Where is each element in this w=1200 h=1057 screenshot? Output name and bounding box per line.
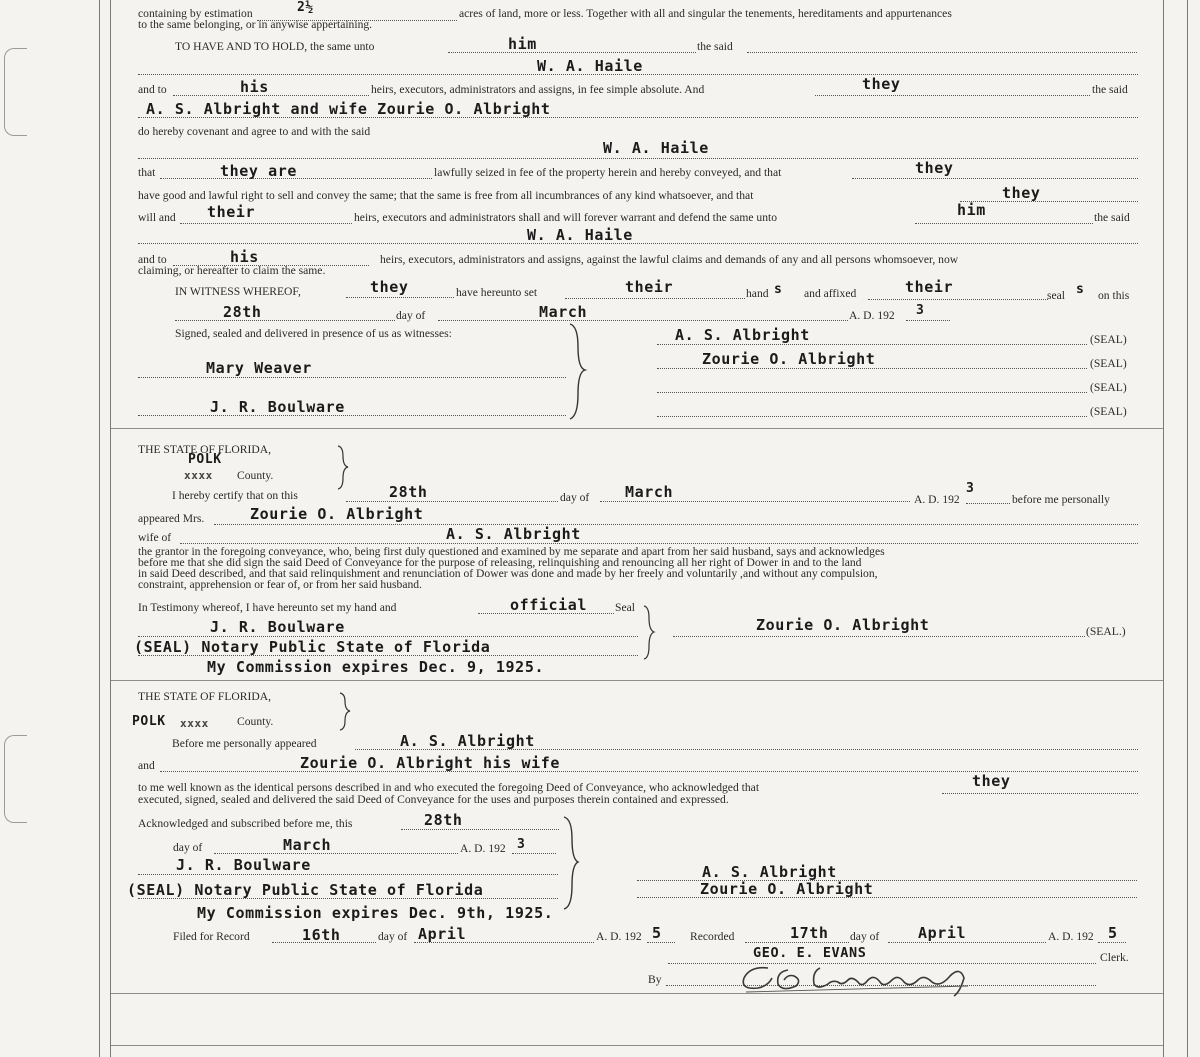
- recorded-label: Recorded: [690, 930, 735, 943]
- deed-ad: A. D. 192: [849, 309, 895, 322]
- his-value-2: his: [230, 248, 259, 266]
- ack-notary-title: (SEAL) Notary Public State of Florida: [127, 881, 484, 899]
- filed-ad: A. D. 192: [596, 930, 642, 943]
- witness-their: their: [625, 278, 674, 296]
- ack-notary-name: J. R. Boulware: [176, 856, 311, 874]
- grantors-names: A. S. Albright and wife Zourie O. Albright: [146, 100, 551, 118]
- ack-executed-clause: executed, signed, sealed and delivered the said Deed of Conveyance for the uses and purposes therein contained and expressed.: [138, 793, 729, 806]
- seal-label: seal: [1047, 289, 1066, 302]
- claims-clause-2: claiming, or hereafter to claim the same.: [138, 264, 326, 277]
- they-value-3: they: [1002, 184, 1041, 202]
- deputy-clerk-signature: [728, 958, 1008, 998]
- acres-value: 2½: [297, 0, 314, 15]
- binder-hole-top: [4, 48, 27, 136]
- that-label: that: [138, 166, 156, 179]
- ack-they: they: [972, 772, 1011, 790]
- deed-day: 28th: [223, 303, 262, 321]
- deed-month: March: [539, 303, 588, 321]
- recorded-year: 5: [1108, 924, 1118, 942]
- grantor-signature-2: Zourie O. Albright: [702, 350, 876, 368]
- witness-2-signature: J. R. Boulware: [210, 398, 345, 416]
- testimony-brace: [642, 604, 658, 660]
- ack-day-of: day of: [173, 841, 203, 854]
- dower-day: 28th: [389, 483, 428, 501]
- ack-and-label: and: [138, 759, 155, 772]
- dower-body-2: before me that she did sign the said Deed of Conveyance for the purpose of releasing, relinquishing and renouncing all her right of Dower in and to the land: [138, 556, 862, 569]
- right-margin-rule: [1163, 0, 1164, 1057]
- binder-hole-bottom: [4, 735, 27, 823]
- left-margin-rule: [99, 0, 100, 1057]
- witness-they: they: [370, 278, 409, 296]
- ack-signature-2: Zourie O. Albright: [700, 880, 874, 898]
- ack-year-digit: 3: [517, 837, 526, 852]
- warrant-clause: heirs, executors and administrators shall and will forever warrant and defend the same unto: [354, 211, 778, 224]
- they-are-value: they are: [220, 162, 298, 180]
- the-said-2: the said: [1094, 211, 1130, 224]
- dower-body-1: the grantor in the foregoing conveyance, who, being first duly questioned and examined by me separate and apart from her said husband, says and acknowledges: [138, 545, 885, 558]
- recorded-month: April: [918, 924, 967, 942]
- recorded-ad: A. D. 192: [1048, 930, 1094, 943]
- witness-brace: [568, 322, 588, 422]
- seal-4: (SEAL): [1090, 405, 1127, 418]
- seal-2: (SEAL): [1090, 357, 1127, 370]
- dower-seal: (SEAL.): [1086, 625, 1126, 638]
- by-label: By: [648, 973, 662, 986]
- deed-line-2: to the same belonging, or in anywise appertaining.: [138, 18, 373, 31]
- signed-witnesses-label: Signed, sealed and delivered in presence of us as witnesses:: [175, 327, 452, 340]
- deed-day-of: day of: [396, 309, 426, 322]
- seal-suffix: s: [1076, 282, 1085, 297]
- ack-month: March: [283, 836, 332, 854]
- hand-label: hand: [746, 287, 769, 300]
- ack-county-word: County.: [237, 715, 274, 728]
- dower-before-me: before me personally: [1012, 493, 1110, 506]
- hand-suffix: s: [774, 282, 783, 297]
- ack-state: THE STATE OF FLORIDA,: [138, 690, 272, 703]
- ack-day: 28th: [424, 811, 463, 829]
- and-to-label-2: and to: [138, 253, 167, 266]
- ack-ad: A. D. 192: [460, 842, 506, 855]
- dower-year-digit: 3: [966, 481, 975, 496]
- ack-signature-1: A. S. Albright: [702, 863, 837, 881]
- will-and-label: will and: [138, 211, 176, 224]
- filed-year: 5: [652, 924, 662, 942]
- ack-county-struck: xxxx: [180, 717, 209, 730]
- clerk-label: Clerk.: [1100, 951, 1129, 964]
- filed-day: 16th: [302, 926, 341, 944]
- him-value-2: him: [957, 201, 986, 219]
- they-value-2: they: [915, 159, 954, 177]
- and-to-label: and to: [138, 83, 167, 96]
- grantors-pronoun: they: [862, 75, 901, 93]
- grantee-name: W. A. Haile: [537, 57, 643, 75]
- dower-notary-title: (SEAL) Notary Public State of Florida: [134, 638, 491, 656]
- ack-county-typed: POLK: [132, 714, 166, 729]
- recorded-day: 17th: [790, 924, 829, 942]
- habendum-clause: TO HAVE AND TO HOLD, the same unto: [175, 40, 375, 53]
- dower-day-of: day of: [560, 491, 590, 504]
- dower-body-4: constraint, apprehension or fear of, or from her said husband.: [138, 578, 422, 591]
- ack-brace: [562, 815, 582, 911]
- appeared-label: appeared Mrs.: [138, 512, 205, 525]
- official-value: official: [510, 596, 588, 614]
- dower-notary-name: J. R. Boulware: [210, 618, 345, 636]
- witness-1-signature: Mary Weaver: [206, 359, 312, 377]
- right-clause: have good and lawful right to sell and convey the same; that the same is free from all incumbrances of any kind whatsoever, and that: [138, 189, 754, 202]
- witness-whereof: IN WITNESS WHEREOF,: [175, 285, 301, 298]
- ack-subscribed: Acknowledged and subscribed before me, this: [138, 817, 353, 830]
- dower-county-word: County.: [237, 469, 274, 482]
- grantee-pronoun: him: [508, 35, 537, 53]
- deed-line-1a: containing by estimation: [138, 7, 253, 20]
- clerk-name: GEO. E. EVANS: [753, 945, 867, 961]
- grantee-name-3: W. A. Haile: [527, 226, 633, 244]
- heirs-clause: heirs, executors, administrators and assigns, in fee simple absolute. And: [371, 83, 705, 96]
- seal-word: Seal: [615, 601, 635, 614]
- testimony-clause: In Testimony whereof, I have hereunto set my hand and: [138, 601, 397, 614]
- wife-of-label: wife of: [138, 531, 172, 544]
- grantee-possessive: his: [240, 78, 269, 96]
- right-edge-rule: [1187, 0, 1188, 1057]
- dower-husband-name: A. S. Albright: [446, 525, 581, 543]
- dower-wife-signature: Zourie O. Albright: [756, 616, 930, 634]
- left-margin-rule-inner: [110, 0, 111, 1057]
- have-set-label: have hereunto set: [456, 286, 538, 299]
- ack-state-brace: [338, 691, 354, 731]
- dower-commission: My Commission expires Dec. 9, 1925.: [207, 658, 545, 676]
- dower-county-struck: xxxx: [184, 469, 213, 482]
- dower-month: March: [625, 483, 674, 501]
- dower-state: THE STATE OF FLORIDA,: [138, 443, 272, 456]
- ack-known-clause: to me well known as the identical persons described in and who executed the foregoing Deed of Conveyance, who acknowledged that: [138, 781, 760, 794]
- grantor-signature-1: A. S. Albright: [675, 326, 810, 344]
- ack-person-2: Zourie O. Albright his wife: [300, 754, 561, 772]
- filed-month: April: [418, 925, 467, 943]
- deed-year-digit: 3: [916, 303, 925, 318]
- seal-1: (SEAL): [1090, 333, 1127, 346]
- ack-commission: My Commission expires Dec. 9th, 1925.: [197, 904, 554, 922]
- the-said-label: the said: [697, 40, 733, 53]
- on-this-label: on this: [1098, 289, 1130, 302]
- section-divider-4: [111, 1045, 1163, 1046]
- seized-clause: lawfully seized in fee of the property herein and hereby conveyed, and that: [434, 166, 782, 179]
- dower-county-typed: POLK: [188, 452, 222, 467]
- claims-clause: heirs, executors, administrators and assigns, against the lawful claims and demands of any and all persons whomsoever, now: [380, 253, 959, 266]
- dower-state-brace: [336, 444, 352, 490]
- section-divider-1: [111, 428, 1163, 429]
- filed-day-of: day of: [378, 930, 408, 943]
- filed-label: Filed for Record: [173, 930, 250, 943]
- seal-3: (SEAL): [1090, 381, 1127, 394]
- grantee-name-2: W. A. Haile: [603, 139, 709, 157]
- section-divider-2: [111, 680, 1163, 681]
- the-said-end: the said: [1092, 83, 1128, 96]
- ack-before-me: Before me personally appeared: [172, 737, 317, 750]
- dower-ad: A. D. 192: [914, 493, 960, 506]
- witness-their-2: their: [905, 278, 954, 296]
- certify-clause: I hereby certify that on this: [172, 489, 298, 502]
- affixed-label: and affixed: [804, 287, 857, 300]
- their-value: their: [207, 203, 256, 221]
- ack-person-1: A. S. Albright: [400, 732, 535, 750]
- covenant-clause: do hereby covenant and agree to and with the said: [138, 125, 371, 138]
- deed-line-1b: acres of land, more or less. Together with all and singular the tenements, hereditaments and appurtenances: [459, 7, 952, 20]
- dower-wife-name: Zourie O. Albright: [250, 505, 424, 523]
- recorded-day-of: day of: [850, 930, 880, 943]
- dower-body-3: in said Deed described, and that said relinquishment and renunciation of Dower was done and made by her freely and voluntarily ,and without any compulsion,: [138, 567, 878, 580]
